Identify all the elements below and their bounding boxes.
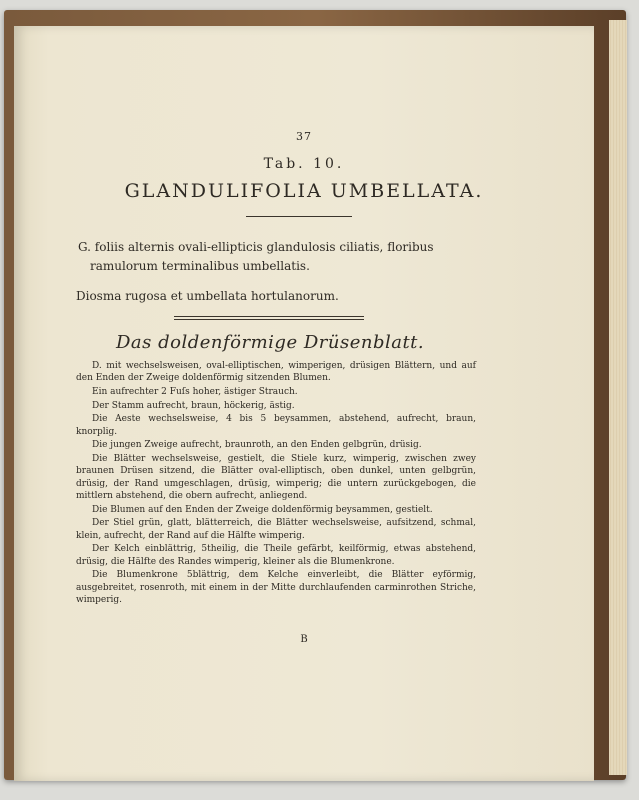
paragraph: Die Aeste wechselsweise, 4 bis 5 beysammen, abstehend, aufrecht, braun, knorplig. [76, 414, 476, 437]
section-rule [174, 316, 364, 320]
signature-mark: B [300, 634, 308, 645]
paragraph: Die jungen Zweige aufrecht, braunroth, an den Enden gelbgrün, drüsig. [92, 440, 422, 451]
title-rule [246, 216, 352, 217]
description-body [76, 360, 476, 608]
page-number: 37 [296, 130, 312, 143]
species-title: GLANDULIFOLIA UMBELLATA. [124, 180, 484, 202]
paragraph: Der Stamm aufrecht, braun, höckerig, ästig. [92, 400, 295, 411]
paragraph: Ein aufrechter 2 Fuſs hoher, ästiger Strauch. [92, 386, 298, 397]
paragraph: Die Blumen auf den Enden der Zweige doldenförmig beysammen, gestielt. [92, 504, 433, 515]
german-title: Das doldenförmige Drüsenblatt. [116, 332, 425, 353]
book-page [14, 26, 594, 781]
plate-number: Tab. 10. [263, 156, 345, 172]
paragraph: Der Kelch einblättrig, 5theilig, die Theile gefärbt, keilförmig, etwas abstehend, drüsig, die Hälfte des Randes wimperig, kleiner als die Blumenkrone. [76, 544, 476, 567]
page-edges [609, 20, 627, 775]
latin-description: G. foliis alternis ovali-ellipticis glandulosis ciliatis, floribus ramulorum terminalibus umbellatis. [78, 240, 434, 273]
paragraph: Der Stiel grün, glatt, blätterreich, die Blätter wechselsweise, aufsitzend, schmal, klein, aufrecht, der Rand auf die Hälfte wimperig. [76, 518, 476, 541]
paragraph: D. mit wechselsweisen, oval-elliptischen, wimperigen, drüsigen Blättern, und auf den Enden der Zweige doldenförmig sitzenden Blumen. [76, 361, 476, 384]
synonym-line: Diosma rugosa et umbellata hortulanorum. [76, 289, 339, 303]
paragraph: Die Blumenkrone 5blättrig, dem Kelche einverleibt, die Blätter eyförmig, ausgebreitet, rosenroth, mit einem in der Mitte durchlaufenden carminrothen Striche, wimperig. [76, 570, 476, 605]
paragraph: Die Blätter wechselsweise, gestielt, die Stiele kurz, wimperig, zwischen zwey braunen Drüsen sitzend, die Blätter oval-elliptisch, oben dunkel, unten gelbgrün, drüsig, der Rand umgeschlagen, drüsig, wimperig; die untern zurückgebogen, die mittlern abstehend, die obern aufrecht, anliegend. [76, 454, 476, 501]
